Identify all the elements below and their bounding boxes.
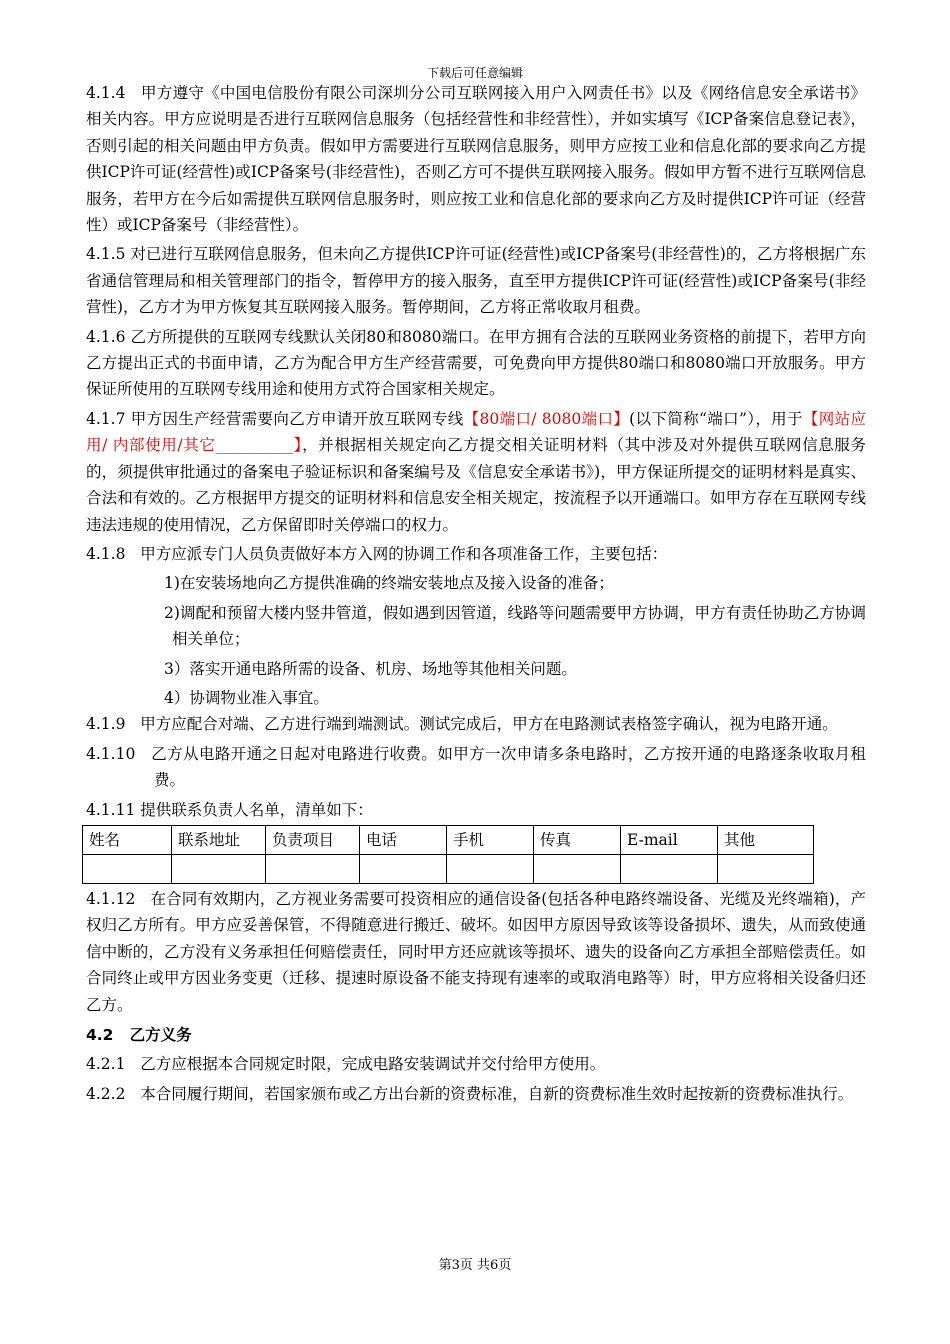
- clause-text: 对已进行互联网信息服务，但未向乙方提供ICP许可证(经营性)或ICP备案号(非经营性)的，乙方将根据广东省通信管理局和相关管理部门的指令，暂停甲方的接入服务，直至甲方提供ICP许可证(经营性)或ICP备案号(非经营性)，乙方才为甲方恢复其互联网接入服务。暂停期间，乙方将正常收取月租费。: [86, 245, 867, 317]
- clause-number: 4.1.12: [86, 889, 136, 908]
- table-cell: [360, 854, 447, 883]
- clause-text: 甲方因生产经营需要向乙方申请开放互联网专线: [130, 409, 464, 428]
- contact-table: [82, 825, 814, 884]
- table-cell: [447, 854, 534, 883]
- list-item: 2)调配和预留大楼内竖井管道，假如遇到因管道，线路等问题需要甲方协调，甲方有责任协助乙方协调相关单位；: [164, 603, 866, 649]
- table-header-cell: 姓名: [83, 825, 172, 854]
- clause-number: 4.1.10: [86, 744, 136, 763]
- page-footer: 第3页 共6页: [438, 1258, 512, 1273]
- table-header-cell: 联系地址: [172, 825, 266, 854]
- list-item: 4）协调物业准入事宜。: [164, 688, 329, 707]
- section-title: 乙方义务: [129, 1026, 192, 1044]
- clause-text: 乙方所提供的互联网专线默认关闭80和8080端口。在甲方拥有合法的互联网业务资格的前提下，若甲方向乙方提出正式的书面申请，乙方为配合甲方生产经营需要，可免费向甲方提供80端口和8080端口开放服务。甲方保证所使用的互联网专线用途和使用方式符合国家相关规定。: [86, 327, 866, 399]
- clause-text: (以下简称“端口”），用于: [629, 409, 803, 428]
- clause-number: 4.1.7: [86, 409, 126, 428]
- clause-text: 甲方应派专门人员负责做好本方入网的协调工作和各项准备工作，主要包括：: [140, 544, 668, 563]
- table-header-row: [83, 825, 814, 854]
- table-cell: [718, 854, 814, 883]
- clause-text: ，并根据相关规定向乙方提交相关证明材料（其中涉及对外提供互联网信息服务的，须提供审批通过的备案电子验证标识和备案编号及《信息安全承诺书》)，甲方保证所提交的证明材料是真实、合法和有效的。乙方根据甲方提交的证明材料和信息安全相关规定，按流程予以开通端口。如甲方存在互联网专线违法违规的使用情况，乙方保留即时关停端口的权力。: [86, 436, 866, 534]
- clause-4-2-2: [86, 1081, 866, 1107]
- clause-4-1-8: [86, 541, 866, 567]
- clause-4-1-10: [86, 741, 866, 794]
- clause-number: 4.2.2: [86, 1084, 126, 1103]
- clause-4-1-6: [86, 324, 866, 403]
- table-header-cell: 电话: [360, 825, 447, 854]
- clause-number: 4.1.4: [86, 84, 126, 102]
- clause-number: 4.1.8: [86, 544, 126, 563]
- clause-4-1-4: [86, 80, 866, 238]
- list-item: 1)在安装场地向乙方提供准确的终端安装地点及接入设备的准备；: [164, 574, 614, 593]
- prep-list: [86, 570, 866, 711]
- clause-text: 甲方遵守《中国电信股份有限公司深圳分公司互联网接入用户入网责任书》以及《网络信息安全承诺书》相关内容。甲方应说明是否进行互联网信息服务（包括经营性和非经营性），并如实填写《ICP备案信息登记表》，否则引起的相关问题由甲方负责。假如甲方需要进行互联网信息服务，则甲方应按工业和信息化部的要求向乙方提供ICP许可证(经营性)或ICP备案号(非经营性)，否则乙方可不提供互联网接入服务。假如甲方暂不进行互联网信息服务，若甲方在今后如需提供互联网信息服务时，则应按工业和信息化部的要求向乙方及时提供ICP许可证（经营性）或ICP备案号（非经营性）。: [86, 84, 866, 235]
- clause-number: 4.1.5: [86, 245, 126, 264]
- table-cell: [534, 854, 621, 883]
- clause-text: 乙方应根据本合同规定时限，完成电路安装调试并交付给甲方使用。: [140, 1055, 606, 1074]
- table-header-cell: 手机: [447, 825, 534, 854]
- clause-4-1-11: [86, 797, 866, 823]
- clause-text: 在合同有效期内，乙方视业务需要可投资相应的通信设备(包括各种电路终端设备、光缆及光终端箱)，产权归乙方所有。甲方应妥善保管，不得随意进行搬迁、破坏。如因甲方原因导致该等设备损坏、遗失，从而致使通信中断的，乙方没有义务承担任何赔偿责任，同时甲方还应就该等损坏、遗失的设备向乙方承担全部赔偿责任。如合同终止或甲方因业务变更（迁移、提速时原设备不能支持现有速率的或取消电路等）时，甲方应将相关设备归还乙方。: [86, 889, 866, 1014]
- clause-number: 4.2.1: [86, 1055, 126, 1074]
- document-body: [86, 80, 866, 1107]
- section-number: 4.2: [86, 1026, 114, 1044]
- table-header-cell: 其他: [718, 825, 814, 854]
- clause-text: 提供联系负责人名单，清单如下：: [140, 800, 373, 819]
- clause-number: 4.1.11: [86, 800, 136, 819]
- table-cell: [621, 854, 718, 883]
- clause-text: 甲方应配合对端、乙方进行端到端测试。测试完成后，甲方在电路测试表格签字确认，视为电路开通。: [140, 715, 838, 734]
- port-options: 【80端口/ 8080端口】: [463, 409, 630, 428]
- table-cell: [172, 854, 266, 883]
- clause-number: 4.1.9: [86, 715, 126, 734]
- clause-4-1-5: [86, 241, 866, 320]
- table-header-cell: 传真: [534, 825, 621, 854]
- clause-4-1-9: [86, 711, 866, 737]
- list-item: 3）落实开通电路所需的设备、机房、场地等其他相关问题。: [164, 659, 577, 678]
- table-cell: [266, 854, 360, 883]
- table-header-cell: 负责项目: [266, 825, 360, 854]
- usage-options: 【网站应用/ 内部使用/其它__________】: [86, 409, 866, 455]
- clause-4-2-1: [86, 1051, 866, 1077]
- table-header-cell: E-mail: [621, 825, 718, 854]
- clause-4-1-12: [86, 886, 866, 1018]
- section-heading-4-2: [86, 1022, 866, 1048]
- table-row: [83, 854, 814, 883]
- page-header: 下载后可任意编辑: [426, 66, 523, 80]
- clause-number: 4.1.6: [86, 327, 126, 346]
- table-cell: [83, 854, 172, 883]
- clause-text: 乙方从电路开通之日起对电路进行收费。如甲方一次申请多条电路时，乙方按开通的电路逐条收取月租费。: [151, 744, 867, 790]
- clause-text: 本合同履行期间，若国家颁布或乙方出台新的资费标准，自新的资费标准生效时起按新的资费标准执行。: [140, 1084, 854, 1103]
- clause-4-1-7: [86, 406, 866, 538]
